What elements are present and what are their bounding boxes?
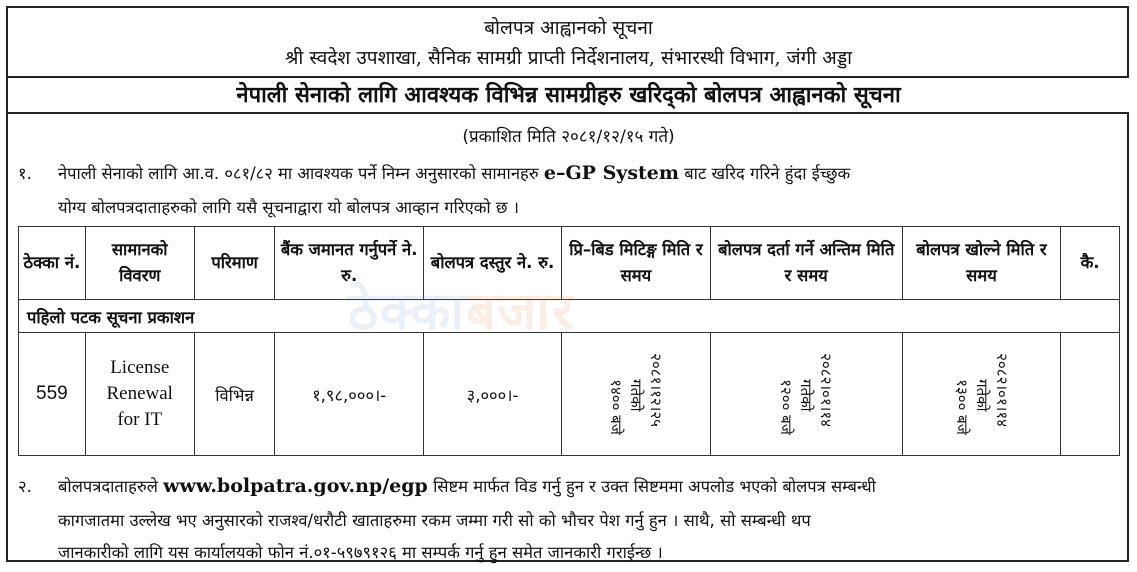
- paragraph-2-number: २.: [18, 477, 32, 496]
- col-prebid-meeting: प्रि–बिड मिटिङ्ग मिति र समय: [562, 227, 710, 300]
- opening-date: २०८२।०१।१४: [992, 353, 1011, 427]
- prebid-suffix: गतेको: [626, 379, 645, 412]
- item-description: [85, 333, 194, 456]
- watermark-part-1: ठेक्का: [348, 282, 466, 342]
- col-contract-no: ठेक्का नं.: [19, 227, 86, 300]
- issuing-office: श्री स्वदेश उपशाखा, सैनिक सामग्री प्राप्ती निर्देशनालय, संभारस्थी विभाग, जंगी अड्डा: [284, 47, 853, 69]
- paragraph-2-line-3: जानकारीको लागि यस कार्यालयको फोन नं.०१-५९७९१२६ मा सम्पर्क गर्नु हुन समेत जानकारी गराईन्छ ।: [58, 543, 663, 562]
- col-remarks: कै.: [1061, 227, 1120, 300]
- notice-banner: नेपाली सेनाको लागि आवश्यक विभिन्न सामग्रीहरु खरिद्को बोलपत्र आह्वानको सूचना: [8, 76, 1129, 114]
- paragraph-2-text-a: बोलपत्रदाताहरुले: [58, 477, 158, 496]
- paragraph-2-line-2: कागजातमा उल्लेख भए अनुसारको राजश्व/धरौटी खाताहरुमा रकम जम्मा गरी सो को भौचर पेश गर्नु हुन । साथै, सो सम्बन्धी थप: [58, 511, 811, 530]
- col-registration-deadline: बोलपत्र दर्ता गर्ने अन्तिम मिति र समय: [710, 227, 902, 300]
- paragraph-1-text-b: बाट खरिद गरिने हुंदा ईच्छुक: [684, 164, 851, 183]
- col-description: सामानको विवरण: [85, 227, 194, 300]
- section-row: [19, 300, 1120, 333]
- paragraph-1-number: १.: [18, 164, 32, 183]
- registration-suffix: गतेको: [797, 379, 816, 412]
- opening-datetime: [902, 333, 1060, 456]
- col-bank-guarantee: बैंक जमानत गर्नुपर्ने ने. रु.: [275, 227, 423, 300]
- paragraph-1-text-a: नेपाली सेनाको लागि आ.व. ०८१/८२ मा आवश्यक पर्ने निम्न अनुसारको सामानहरु: [58, 164, 539, 183]
- col-tender-fee: बोलपत्र दस्तुर ने. रु.: [423, 227, 561, 300]
- tender-fee-amount: ३,०००।-: [423, 333, 561, 456]
- bank-guarantee-amount: १,९८,०००।-: [275, 333, 423, 456]
- egp-system-label: e–GP System: [543, 162, 680, 184]
- section-label: पहिलो पटक सूचना प्रकाशन: [19, 300, 1120, 333]
- col-quantity: परिमाण: [194, 227, 275, 300]
- prebid-date: २०८१।१२।२५: [646, 353, 665, 427]
- prebid-datetime-text: [606, 353, 666, 435]
- paragraph-2-text-b: सिष्टम मार्फत विड गर्नु हुन र उक्त सिष्टममा अपलोड भएको बोलपत्र सम्बन्धी: [433, 477, 876, 496]
- prebid-time: १४०० बजे: [606, 379, 625, 435]
- col-opening-date: बोलपत्र खोल्ने मिति र समय: [902, 227, 1060, 300]
- paragraph-1: [58, 157, 1118, 190]
- remarks-cell: [1061, 333, 1120, 456]
- opening-suffix: गतेको: [972, 379, 991, 412]
- item-quantity: विभिन्न: [194, 333, 275, 456]
- paragraph-1-line-2: योग्य बोलपत्रदाताहरुको लागि यसै सूचनाद्वारा यो बोलपत्र आव्हान गरिएको छ ।: [58, 198, 519, 217]
- registration-date: २०८२।०१।१४: [817, 353, 836, 427]
- contract-number: 559: [19, 333, 86, 456]
- opening-time: १३०० बजे: [952, 379, 971, 435]
- table-header-row: [19, 227, 1120, 300]
- item-description-text: License Renewal for IT: [106, 357, 173, 430]
- table-row: [19, 333, 1120, 456]
- watermark-part-2: बजार: [465, 282, 575, 342]
- registration-datetime: [710, 333, 902, 456]
- notice-title: बोलपत्र आह्वानको सूचना: [484, 17, 653, 39]
- registration-datetime-text: [776, 353, 836, 435]
- paragraph-2: [58, 470, 1118, 503]
- prebid-datetime: [562, 333, 710, 456]
- tender-table: [18, 226, 1120, 456]
- opening-datetime-text: [951, 353, 1011, 435]
- bolpatra-url-link[interactable]: www.bolpatra.gov.np/egp: [163, 475, 428, 497]
- publication-date: (प्रकाशित मिति २०८१/१२/१५ गते): [462, 127, 675, 147]
- registration-time: १२०० बजे: [777, 379, 796, 435]
